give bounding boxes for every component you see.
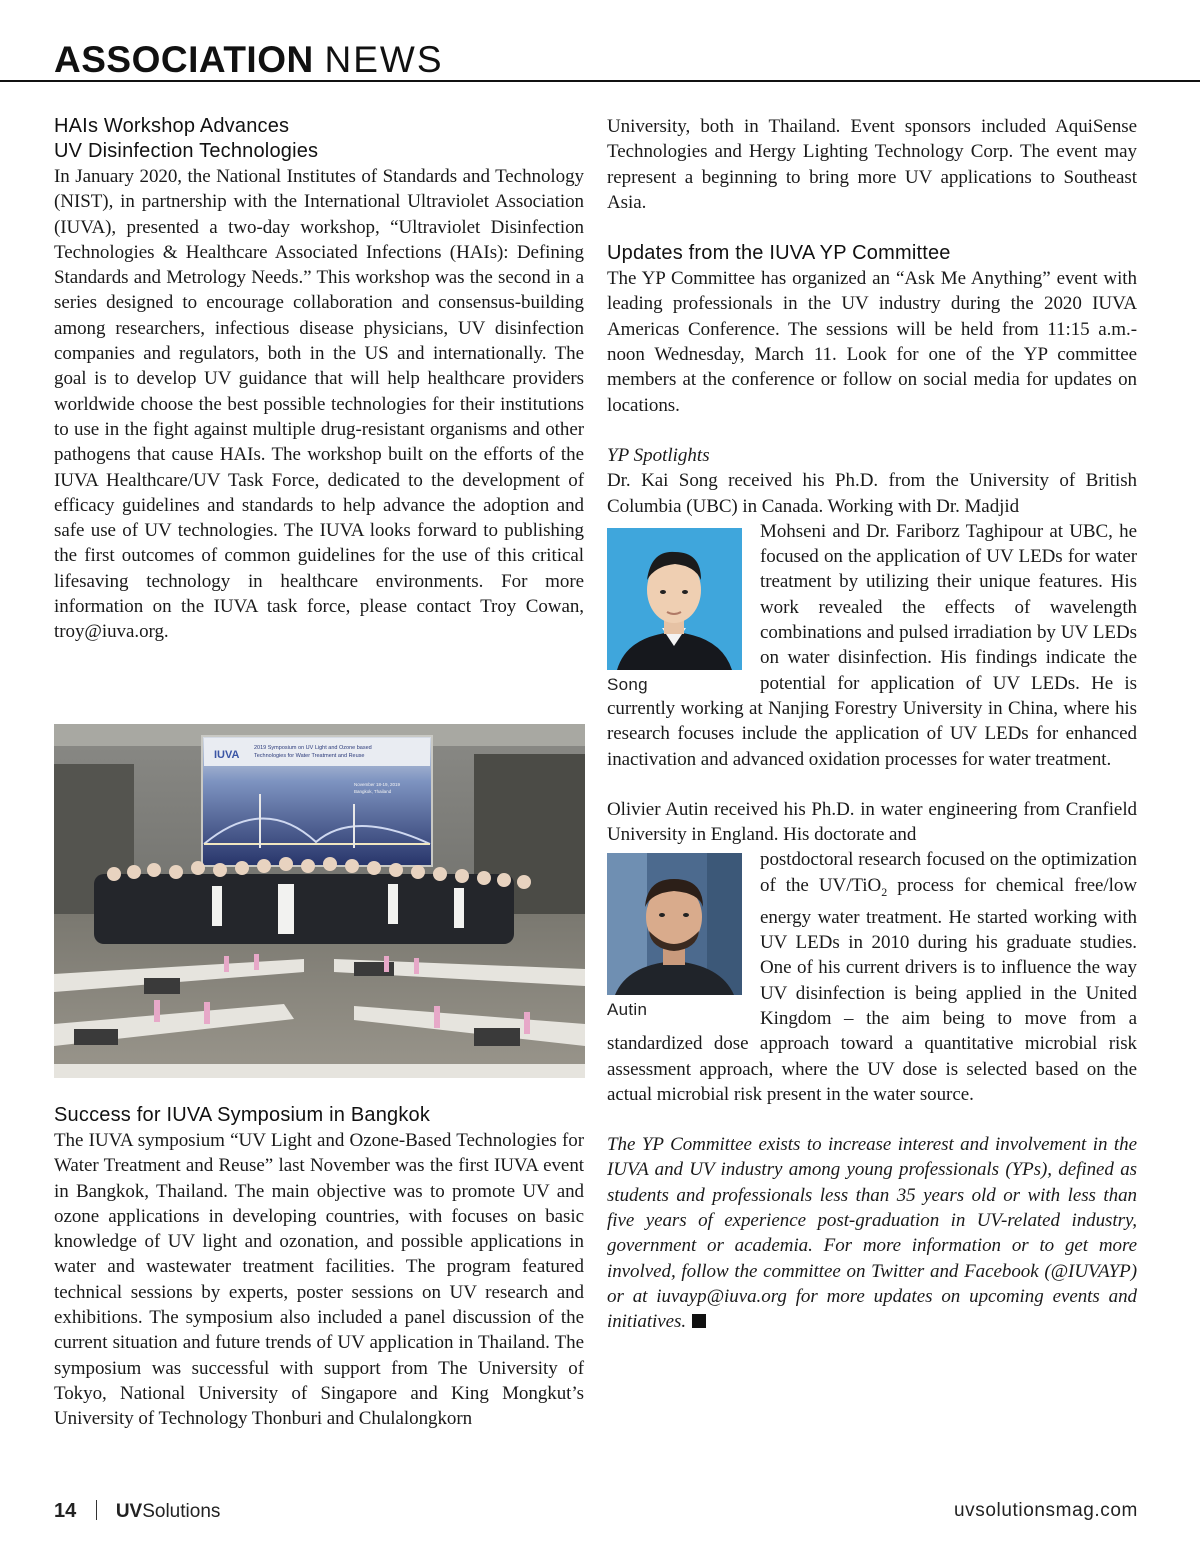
- article2-title: Success for IUVA Symposium in Bangkok: [54, 1104, 431, 1126]
- autin-body-a: postdoctoral research focused on the optimization of the UV/TiO: [760, 849, 1137, 896]
- screen-line1: 2019 Symposium on UV Light and Ozone based: [254, 745, 372, 751]
- left-column-lower: [54, 1103, 584, 1432]
- article3-title: Updates from the IUVA YP Committee: [607, 242, 951, 265]
- screen-logo: IUVA: [214, 749, 240, 761]
- footer-divider: [96, 1500, 97, 1520]
- screen-line3: November 18-19, 2019: [354, 782, 401, 787]
- yp-spotlights-label: YP Spotlights: [607, 444, 710, 466]
- song-block: [607, 519, 1137, 772]
- song-portrait-illustration: [607, 528, 742, 670]
- section-header-light: NEWS: [324, 39, 444, 80]
- autin-figure: [607, 853, 742, 1021]
- screen-line2: Technologies for Water Treatment and Reuse: [254, 753, 365, 759]
- article1-title-line1: HAIs Workshop Advances: [54, 115, 290, 137]
- left-column: [54, 114, 584, 645]
- article2-body-left: The IUVA symposium “UV Light and Ozone-Based Technologies for Water Treatment and Reuse” last November was the first IUVA event in Bangkok, Thailand. The main objective was to promote UV and ozone applications in developing countries, with focuses on basic knowledge of UV light and ozonation, and possible applications in water and wastewater treatment facilities. The program featured technical sessions by experts, poster sessions on UV research and exhibitions. The symposium also included a panel discussion of the current situation and future trends of UV application in Thailand. The symposium was successful with support from The University of Tokyo, National University of Singapore and King Mongkut’s University of Technology Thonburi and Chulalongkorn: [54, 1130, 584, 1430]
- section-header: [54, 40, 444, 80]
- yp-closing-text: The YP Committee exists to increase interest and involvement in the IUVA and UV industry among young professionals (YPs), defined as students and professionals less than 35 years old or with less than five years of experience post-graduation in UV-related industry, government or academia. For more information or to get more involved, follow the committee on Twitter and Facebook (@IUVAYP) or at iuvayp@iuva.org for more updates on upcoming events and initiatives.: [607, 1134, 1137, 1333]
- article1-body: In January 2020, the National Institutes of Standards and Technology (NIST), in partnership with the International Ultraviolet Association (IUVA), presented a two-day workshop, “Ultraviolet Disinfection Technologies & Healthcare Associated Infections (HAIs): Defining Standards and Metrology Needs.” This workshop was the second in a series designed to encourage collaboration and consensus-building among researchers, infectious disease physicians, UV disinfection companies and regulators, both in the US and internationally. The goal is to develop UV guidance that will help healthcare providers worldwide choose the best possible technologies for their institutions to use in the fight against multiple drug-resistant organisms and other pathogens that cause HAIs. The workshop built on the efforts of the IUVA Healthcare/UV Task Force, dedicated to the development of efficacy guidelines and standards to help advance the adoption and safe use of UV technologies. The IUVA looks forward to publishing the first outcomes of common guidelines for the use of this critical lifesaving technology in healthcare environments. For more information on the IUVA task force, please contact Troy Cowan, troy@iuva.org.: [54, 166, 584, 643]
- song-intro: Dr. Kai Song received his Ph.D. from the University of British Columbia (UBC) in Canada. Working with Dr. Madjid: [607, 470, 1137, 517]
- autin-body-sub: 2: [881, 884, 888, 899]
- article3-body: The YP Committee has organized an “Ask Me Anything” event with leading professionals in the UV industry during the 2020 IUVA Americas Conference. The sessions will be held from 11:15 a.m.-noon Wednesday, March 11. Look for one of the YP committee members at the conference or follow on social media for updates on locations.: [607, 268, 1137, 416]
- header-rule: [0, 80, 1200, 82]
- song-body: Mohseni and Dr. Fariborz Taghipour at UBC, he focused on the application of UV LEDs for water treatment by utilizing their unique features. His work revealed the effects of wavelength combinations and pulsed irradiation by UV LEDs on water disinfection. His findings indicate the potential for application of UV LEDs. He is currently working at Nanjing Forestry University in China, where his research focuses include the application of UV LEDs for enhanced inactivation and advanced oxidation processes for water treatment.: [607, 520, 1137, 770]
- autin-intro: Olivier Autin received his Ph.D. in water engineering from Cranfield University in England. His doctorate and: [607, 798, 1137, 846]
- autin-portrait: [607, 853, 742, 995]
- article2-body-right: University, both in Thailand. Event sponsors included AquiSense Technologies and Hergy Lighting Technology Corp. The event may represent a beginning to bring more UV applications to Southeast Asia.: [607, 116, 1137, 213]
- right-column: [607, 114, 1137, 1335]
- footer-brand-bold: UV: [115, 1501, 143, 1522]
- yp-closing: [607, 1132, 1137, 1334]
- song-figure: [607, 528, 742, 696]
- song-caption: Song: [607, 674, 648, 694]
- end-mark-icon: [692, 1314, 706, 1328]
- symposium-group-photo: [54, 724, 585, 1078]
- page-number: 14: [54, 1500, 77, 1522]
- autin-body-b: process for chemical free/low energy water treatment. He started working with UV LEDs in 2010 during his graduate studies. One of his current drivers is to influence the way UV disinfection is being applied in the United Kingdom – the aim being to move from a standardized dose approach toward a quantitative microbial risk assessment approach, where the UV dose is selected based on the actual microbial risk present in the water source.: [607, 874, 1137, 1105]
- autin-caption: Autin: [607, 1000, 648, 1020]
- section-header-bold: ASSOCIATION: [54, 39, 314, 80]
- article1-title: [54, 114, 584, 164]
- page-footer: [54, 1500, 1138, 1524]
- autin-portrait-illustration: [607, 853, 742, 995]
- screen-line4: Bangkok, Thailand: [354, 789, 392, 794]
- autin-block: [607, 847, 1137, 1107]
- article1-title-line2: UV Disinfection Technologies: [54, 140, 319, 162]
- footer-brand-light: Solutions: [142, 1501, 221, 1522]
- song-portrait: [607, 528, 742, 670]
- footer-site: uvsolutionsmag.com: [954, 1500, 1138, 1521]
- symposium-photo-illustration: [54, 724, 585, 1078]
